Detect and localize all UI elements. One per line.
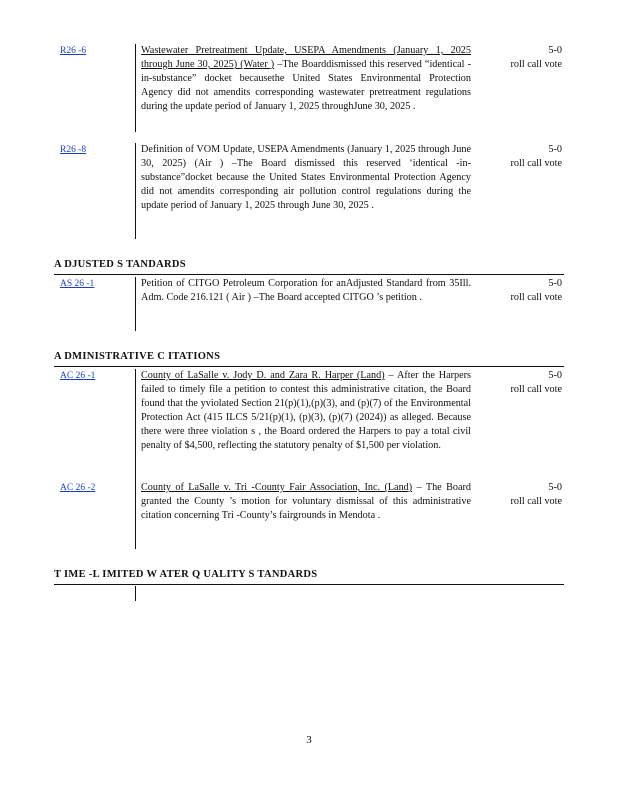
entry-description — [141, 44, 471, 114]
entry-description — [141, 277, 471, 305]
entry-description — [141, 369, 471, 453]
entry-body: – After the Harpers failed to timely file a petition to contest this administrative citation, the Board found that the yviolated Section 21(p)(1),(p)(3), and (p)(7) of the Environmental Protection Act (415 ILCS 5/21(p)(1), (p)(3), (p)(7) (2024)) as alleged. Because there were three violation s , the Board ordered the Harpers to pay a total civil penalty of $4,500, reflecting the statutory penalty of $1,500 per violation. — [141, 370, 472, 451]
entry-description — [141, 481, 471, 523]
vote-result — [482, 143, 562, 171]
entry-title: County of LaSalle v. Jody D. and Zara R. Harper (Land) — [141, 370, 385, 381]
column-divider — [135, 143, 136, 239]
entry-body: – The Board granted the County ’s motion for voluntary dismissal of this administrative citation concerning Tri -County’s fairgrounds in Mendota . — [141, 482, 471, 521]
section-rule — [54, 274, 564, 275]
vote-type: roll call vote — [510, 496, 562, 507]
entry-description — [141, 143, 471, 213]
vote-type: roll call vote — [510, 292, 562, 303]
entry-title: County of LaSalle v. Tri -County Fair Association, Inc. (Land) — [141, 482, 413, 493]
docket-link[interactable]: R26 -6 — [60, 46, 87, 56]
vote-count: 5-0 — [548, 278, 562, 289]
vote-type: roll call vote — [510, 158, 562, 169]
column-divider — [135, 44, 136, 132]
column-divider — [135, 277, 136, 331]
vote-type: roll call vote — [510, 59, 562, 70]
page-number: 3 — [306, 734, 312, 746]
docket-link[interactable]: AS 26 -1 — [60, 279, 95, 289]
docket-link[interactable]: R26 -8 — [60, 145, 87, 155]
column-divider — [135, 586, 136, 601]
section-heading-administrative-citations: A DMINISTRATIVE C ITATIONS — [54, 351, 221, 362]
column-divider — [135, 369, 136, 549]
vote-count: 5-0 — [548, 45, 562, 56]
vote-type: roll call vote — [510, 384, 562, 395]
section-rule — [54, 366, 564, 367]
vote-count: 5-0 — [548, 144, 562, 155]
section-rule — [54, 584, 564, 585]
docket-link[interactable]: AC 26 -1 — [60, 371, 96, 381]
vote-count: 5-0 — [548, 482, 562, 493]
vote-result — [482, 369, 562, 397]
vote-result — [482, 481, 562, 509]
entry-title: Wastewater Pretreatment Update, USEPA Amendments (January 1, 2025 through June 30, 2025) (Water ) — [141, 45, 471, 70]
entry-body: –The Boarddismissed this reserved “identical -in-substance” docket becausethe United States Environmental Protection Agency did not amendits corresponding wastewater pretreatment regulations during the update period of January 1, 2025 throughJune 30, 2025 . — [141, 59, 472, 112]
docket-link[interactable]: AC 26 -2 — [60, 483, 96, 493]
vote-result — [482, 277, 562, 305]
section-heading-adjusted-standards: A DJUSTED S TANDARDS — [54, 259, 186, 270]
section-heading-time-limited-water-quality-standards: T IME -L IMITED W ATER Q UALITY S TANDARDS — [54, 569, 318, 580]
entry-body: –The Board dismissed this reserved ‘identical -in-substance”docket because the United States Environmental Protection Agency did not amendits corresponding air pollution control regulations during the update period of January 1, 2025 through June 30, 2025 . — [141, 158, 471, 211]
entry-title: Petition of CITGO Petroleum Corporation for anAdjusted Standard from 35Ill. Adm. Code 216.121 ( Air ) — [141, 278, 471, 303]
entry-body: –The Board accepted CITGO ’s petition . — [251, 292, 422, 303]
entry-title: Definition of VOM Update, USEPA Amendments (January 1, 2025 through June 30, 2025) (Air ) — [141, 144, 471, 169]
vote-result — [482, 44, 562, 72]
vote-count: 5-0 — [548, 370, 562, 381]
